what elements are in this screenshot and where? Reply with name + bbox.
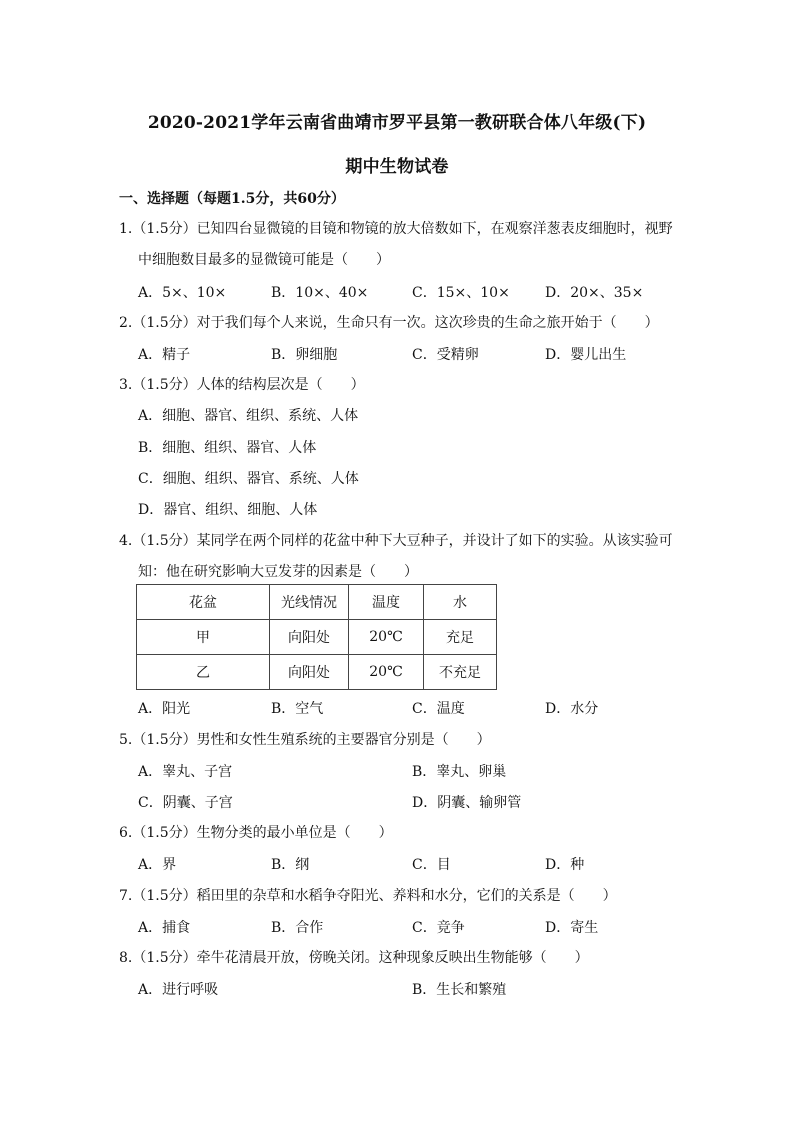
table-row [137, 655, 497, 690]
exam-title-line2: 期中生物试卷 [345, 157, 449, 177]
question-3-option-a: A．细胞、器官、组织、系统、人体 [138, 408, 359, 424]
table-header-row [137, 585, 497, 620]
table-cell: 乙 [137, 655, 270, 690]
question-4-option-a: A．阳光 [138, 701, 191, 717]
table-header-cell: 光线情况 [270, 585, 349, 620]
table-header-cell: 水 [424, 585, 497, 620]
table-cell: 充足 [424, 620, 497, 655]
question-7-option-c: C．竞争 [412, 920, 465, 936]
question-6-option-a: A．界 [138, 857, 177, 873]
question-4-option-b: B．空气 [271, 701, 324, 717]
table-cell: 20℃ [349, 655, 424, 690]
question-2-text: 2.（1.5分）对于我们每个人来说，生命只有一次。这次珍贵的生命之旅开始于（ ） [119, 315, 659, 331]
question-1-option-c: C．15×、10× [412, 285, 510, 301]
question-5-option-a: A．睾丸、子宫 [138, 764, 233, 780]
question-3-text: 3.（1.5分）人体的结构层次是（ ） [119, 377, 365, 393]
question-2-option-d: D．婴儿出生 [545, 347, 627, 363]
question-7-text: 7.（1.5分）稻田里的杂草和水稻争夺阳光、养料和水分，它们的关系是（ ） [119, 888, 617, 904]
question-7-option-b: B．合作 [271, 920, 324, 936]
question-1-text: 1.（1.5分）已知四台显微镜的目镜和物镜的放大倍数如下，在观察洋葱表皮细胞时，视野 [119, 221, 673, 237]
question-4-text-cont: 知：他在研究影响大豆发芽的因素是（ ） [138, 564, 418, 580]
experiment-table [136, 584, 497, 690]
question-5-option-d: D．阴囊、输卵管 [412, 795, 522, 811]
question-8-option-b: B．生长和繁殖 [412, 982, 507, 998]
question-5-text: 5.（1.5分）男性和女性生殖系统的主要器官分别是（ ） [119, 732, 491, 748]
table-cell: 不充足 [424, 655, 497, 690]
question-2-option-a: A．精子 [138, 347, 191, 363]
question-2-option-b: B．卵细胞 [271, 347, 338, 363]
question-4-option-d: D．水分 [545, 701, 599, 717]
question-3-option-b: B．细胞、组织、器官、人体 [138, 440, 317, 456]
question-5-option-b: B．睾丸、卵巢 [412, 764, 507, 780]
question-3-option-c: C．细胞、组织、器官、系统、人体 [138, 471, 359, 487]
question-4-text: 4.（1.5分）某同学在两个同样的花盆中种下大豆种子，并设计了如下的实验。从该实验可 [119, 533, 673, 549]
section-heading: 一、选择题（每题1.5分，共60分） [119, 191, 345, 207]
question-6-text: 6.（1.5分）生物分类的最小单位是（ ） [119, 825, 393, 841]
question-7-option-d: D．寄生 [545, 920, 599, 936]
question-1-option-a: A．5×、10× [138, 285, 227, 301]
question-6-option-d: D．种 [545, 857, 585, 873]
question-7-option-a: A．捕食 [138, 920, 191, 936]
question-6-option-b: B．纲 [271, 857, 310, 873]
table-header-cell: 温度 [349, 585, 424, 620]
question-1-text-cont: 中细胞数目最多的显微镜可能是（ ） [138, 252, 390, 268]
question-6-option-c: C．目 [412, 857, 451, 873]
question-3-option-d: D．器官、组织、细胞、人体 [138, 502, 318, 518]
table-row [137, 620, 497, 655]
question-2-option-c: C．受精卵 [412, 347, 479, 363]
table-cell: 向阳处 [270, 620, 349, 655]
question-8-text: 8.（1.5分）牵牛花清晨开放，傍晚关闭。这种现象反映出生物能够（ ） [119, 950, 589, 966]
table-cell: 向阳处 [270, 655, 349, 690]
question-1-option-d: D．20×、35× [545, 285, 644, 301]
question-5-option-c: C．阴囊、子宫 [138, 795, 233, 811]
question-1-option-b: B．10×、40× [271, 285, 369, 301]
table-header-cell: 花盆 [137, 585, 270, 620]
question-4-option-c: C．温度 [412, 701, 465, 717]
exam-title-line1: 2020-2021学年云南省曲靖市罗平县第一教研联合体八年级(下) [147, 113, 647, 133]
question-8-option-a: A．进行呼吸 [138, 982, 219, 998]
table-cell: 20℃ [349, 620, 424, 655]
table-cell: 甲 [137, 620, 270, 655]
